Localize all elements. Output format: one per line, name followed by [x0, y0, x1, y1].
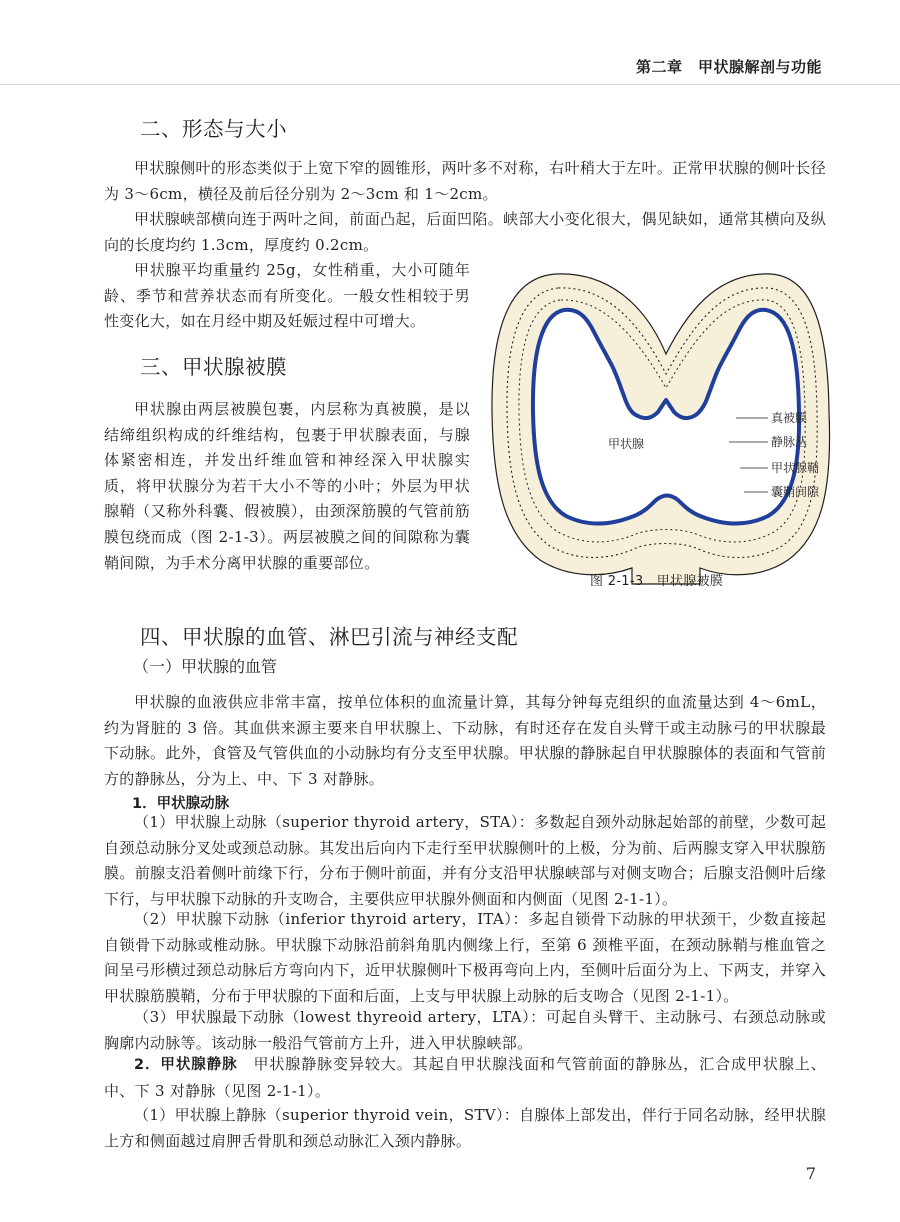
- header-rule: [0, 84, 900, 85]
- figure-thyroid-capsule: [486, 262, 836, 592]
- paragraph-superior-artery: （1）甲状腺上动脉（superior thyroid artery，STA）：多数起自颈外动脉起始部的前壁，少数可起自颈总动脉分叉处或颈总动脉。其发出后向内下走行至甲状腺侧叶的上极，分为前、后两腺支穿入甲状腺筋膜。前腺支沿着侧叶前缘下行，分布于侧叶前面，并有分支沿甲状腺峡部与对侧支吻合；后腺支沿侧叶后缘下行，与甲状腺下动脉的升支吻合，主要供应甲状腺外侧面和内侧面（见图 2-1-1）。: [104, 813, 826, 908]
- paragraph-lobe-shape: 甲状腺侧叶的形态类似于上宽下窄的圆锥形，两叶多不对称，右叶稍大于左叶。正常甲状腺的侧叶长径为 3～6cm，横径及前后径分别为 2～3cm 和 1～2cm。: [104, 159, 826, 203]
- paragraph-blood-supply: 甲状腺的血液供应非常丰富，按单位体积的血流量计算，其每分钟每克组织的血流量达到 4～6mL，约为肾脏的 3 倍。其血供来源主要来自甲状腺上、下动脉，有时还存在发自头臂干或主动脉弓的甲状腺最下动脉。此外，食管及气管供血的小动脉均有分支至甲状腺。甲状腺的静脉起自甲状腺腺体的表面和气管前方的静脉丛，分为上、中、下 3 对静脉。: [104, 693, 826, 788]
- true-capsule-line: [533, 310, 799, 524]
- heading-thyroid-arteries: 1．甲状腺动脉: [132, 796, 230, 812]
- paragraph-weight: 甲状腺平均重量约 25g，女性稍重，大小可随年龄、季节和营养状态而有所变化。一般女性相较于男性变化大，如在月经中期及妊娠过程中可增大。: [104, 261, 470, 331]
- section-heading-shape-size: 二、形态与大小: [140, 117, 287, 141]
- paragraph-capsule: 甲状腺由两层被膜包裹，内层称为真被膜，是以结缔组织构成的纤维结构，包裹于甲状腺表面，与腺体紧密相连，并发出纤维血管和神经深入甲状腺实质，将甲状腺分为若干大小不等的小叶；外层为甲状腺鞘（又称外科囊、假被膜），由颈深筋膜的气管前筋膜包绕而成（图 2-1-3）。两层被膜之间的间隙称为囊鞘间隙，为手术分离甲状腺的重要部位。: [104, 400, 470, 572]
- paragraph-isthmus: 甲状腺峡部横向连于两叶之间，前面凸起，后面凹陷。峡部大小变化很大，偶见缺如，通常其横向及纵向的长度均约 1.3cm，厚度约 0.2cm。: [104, 210, 826, 254]
- running-head: 第二章 甲状腺解剖与功能: [635, 58, 822, 76]
- figure-caption: 图 2-1-3 甲状腺被膜: [590, 574, 724, 589]
- vein-text: 甲状腺静脉变异较大。其起自甲状腺浅面和气管前面的静脉丛，汇合成甲状腺上、中、下 3 对静脉（见图 2-1-1）。: [104, 1055, 826, 1100]
- thyroid-capsule-diagram: [486, 262, 836, 592]
- paragraph-lowest-artery: （3）甲状腺最下动脉（lowest thyreoid artery，LTA）：可起自头臂干、主动脉弓、右颈总动脉或胸廓内动脉等。该动脉一般沿气管前方上升，进入甲状腺峡部。: [104, 1008, 826, 1052]
- subsection-heading-blood-vessels: （一）甲状腺的血管: [133, 657, 278, 676]
- paragraph-superior-vein: （1）甲状腺上静脉（superior thyroid vein，STV）：自腺体上部发出，伴行于同名动脉，经甲状腺上方和侧面越过肩胛舌骨肌和颈总动脉汇入颈内静脉。: [104, 1106, 826, 1150]
- label-capsule-gap: 囊鞘间隙: [771, 485, 820, 499]
- label-venous-plexus: 静脉丛: [771, 435, 808, 449]
- paragraph-inferior-artery: （2）甲状腺下动脉（inferior thyroid artery，ITA）：多起自锁骨下动脉的甲状颈干，少数直接起自锁骨下动脉或椎动脉。甲状腺下动脉沿前斜角肌内侧缘上行，至第 6 颈椎平面，在颈动脉鞘与椎血管之间呈弓形横过颈总动脉后方弯向内下，近甲状腺侧叶下极再弯向上内，至侧叶后面分为上、下两支，并穿入甲状腺筋膜鞘，分布于甲状腺的下面和后面，上支与甲状腺上动脉的后支吻合（见图 2-1-1）。: [104, 910, 826, 1005]
- label-thyroid-sheath: 甲状腺鞘: [771, 461, 820, 475]
- center-label: 甲状腺: [608, 437, 645, 451]
- label-true-capsule: 真被膜: [771, 411, 808, 425]
- paragraph-thyroid-veins: [104, 1052, 826, 1104]
- page-number: 7: [805, 1164, 816, 1183]
- section-heading-vessels: 四、甲状腺的血管、淋巴引流与神经支配: [140, 625, 518, 649]
- heading-thyroid-veins: 2．甲状腺静脉: [134, 1057, 238, 1073]
- section-heading-capsule: 三、甲状腺被膜: [140, 355, 287, 379]
